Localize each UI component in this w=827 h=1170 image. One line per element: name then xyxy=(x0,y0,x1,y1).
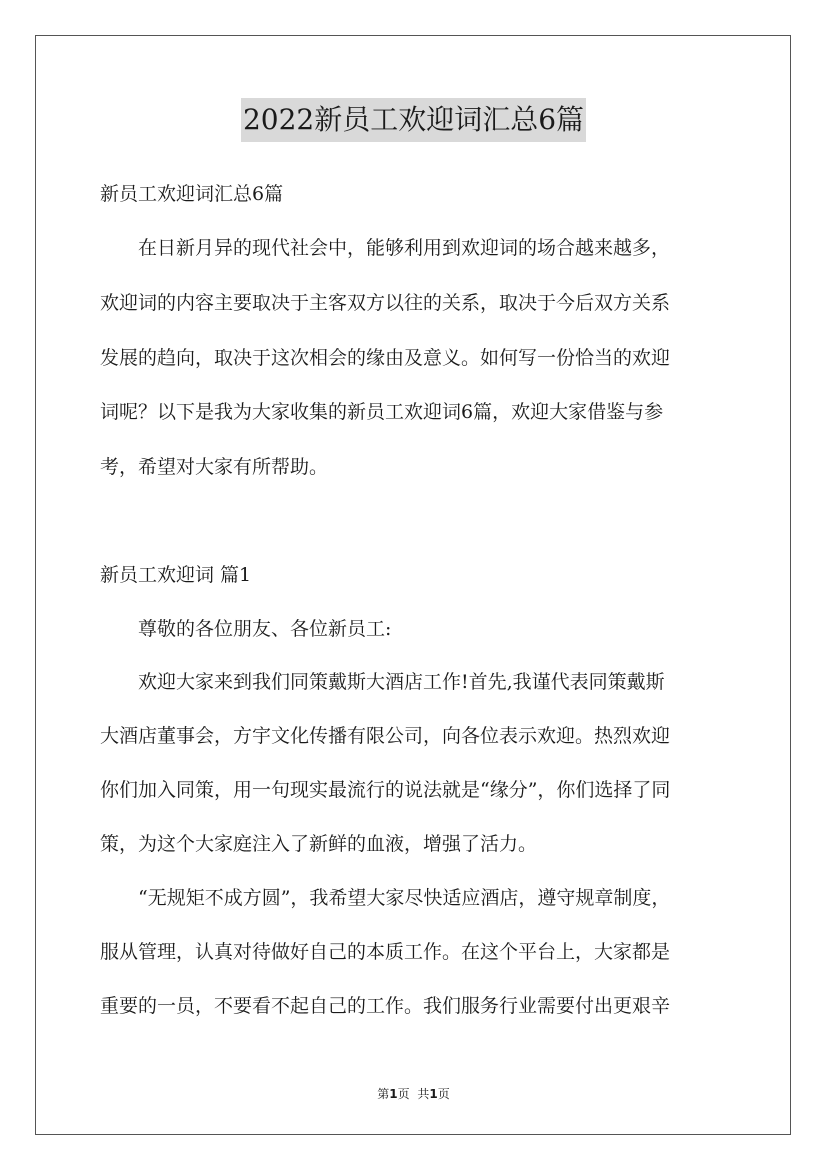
total-pages: 1 xyxy=(429,1087,438,1101)
paragraph-line: 服从管理，认真对待做好自己的本质工作。在这个平台上，大家都是 xyxy=(100,941,671,963)
paragraph-line: 欢迎大家来到我们同策戴斯大酒店工作!首先,我谨代表同策戴斯 xyxy=(138,671,665,693)
intro-line: 在日新月异的现代社会中，能够利用到欢迎词的场合越来越多， xyxy=(138,237,671,259)
intro-line: 欢迎词的内容主要取决于主客双方以往的关系，取决于今后双方关系 xyxy=(100,292,671,314)
section-heading: 新员工欢迎词 篇1 xyxy=(100,564,252,586)
page-number: 1 xyxy=(389,1087,398,1101)
intro-line: 发展的趋向，取决于这次相会的缘由及意义。如何写一份恰当的欢迎 xyxy=(100,347,671,369)
page-footer xyxy=(0,1086,827,1102)
page-prefix: 第 xyxy=(377,1087,390,1101)
intro-line: 考，希望对大家有所帮助。 xyxy=(100,456,329,478)
salutation: 尊敬的各位朋友、各位新员工: xyxy=(138,618,392,640)
paragraph-line: 策，为这个大家庭注入了新鲜的血液，增强了活力。 xyxy=(100,833,538,855)
total-prefix: 共 xyxy=(417,1087,430,1101)
paragraph-line: 大酒店董事会，方宇文化传播有限公司，向各位表示欢迎。热烈欢迎 xyxy=(100,725,671,747)
page-suffix: 页 xyxy=(397,1087,410,1101)
intro-line: 词呢？以下是我为大家收集的新员工欢迎词6篇，欢迎大家借鉴与参 xyxy=(100,401,664,423)
document-subtitle: 新员工欢迎词汇总6篇 xyxy=(100,183,284,205)
document-title xyxy=(0,98,827,142)
paragraph-line: 你们加入同策，用一句现实最流行的说法就是“缘分”，你们选择了同 xyxy=(100,779,671,801)
paragraph-line: “无规矩不成方圆”，我希望大家尽快适应酒店，遵守规章制度， xyxy=(138,887,671,909)
total-suffix: 页 xyxy=(437,1087,450,1101)
document-title-text: 2022新员工欢迎词汇总6篇 xyxy=(241,98,586,142)
paragraph-line: 重要的一员，不要看不起自己的工作。我们服务行业需要付出更艰辛 xyxy=(100,995,671,1017)
